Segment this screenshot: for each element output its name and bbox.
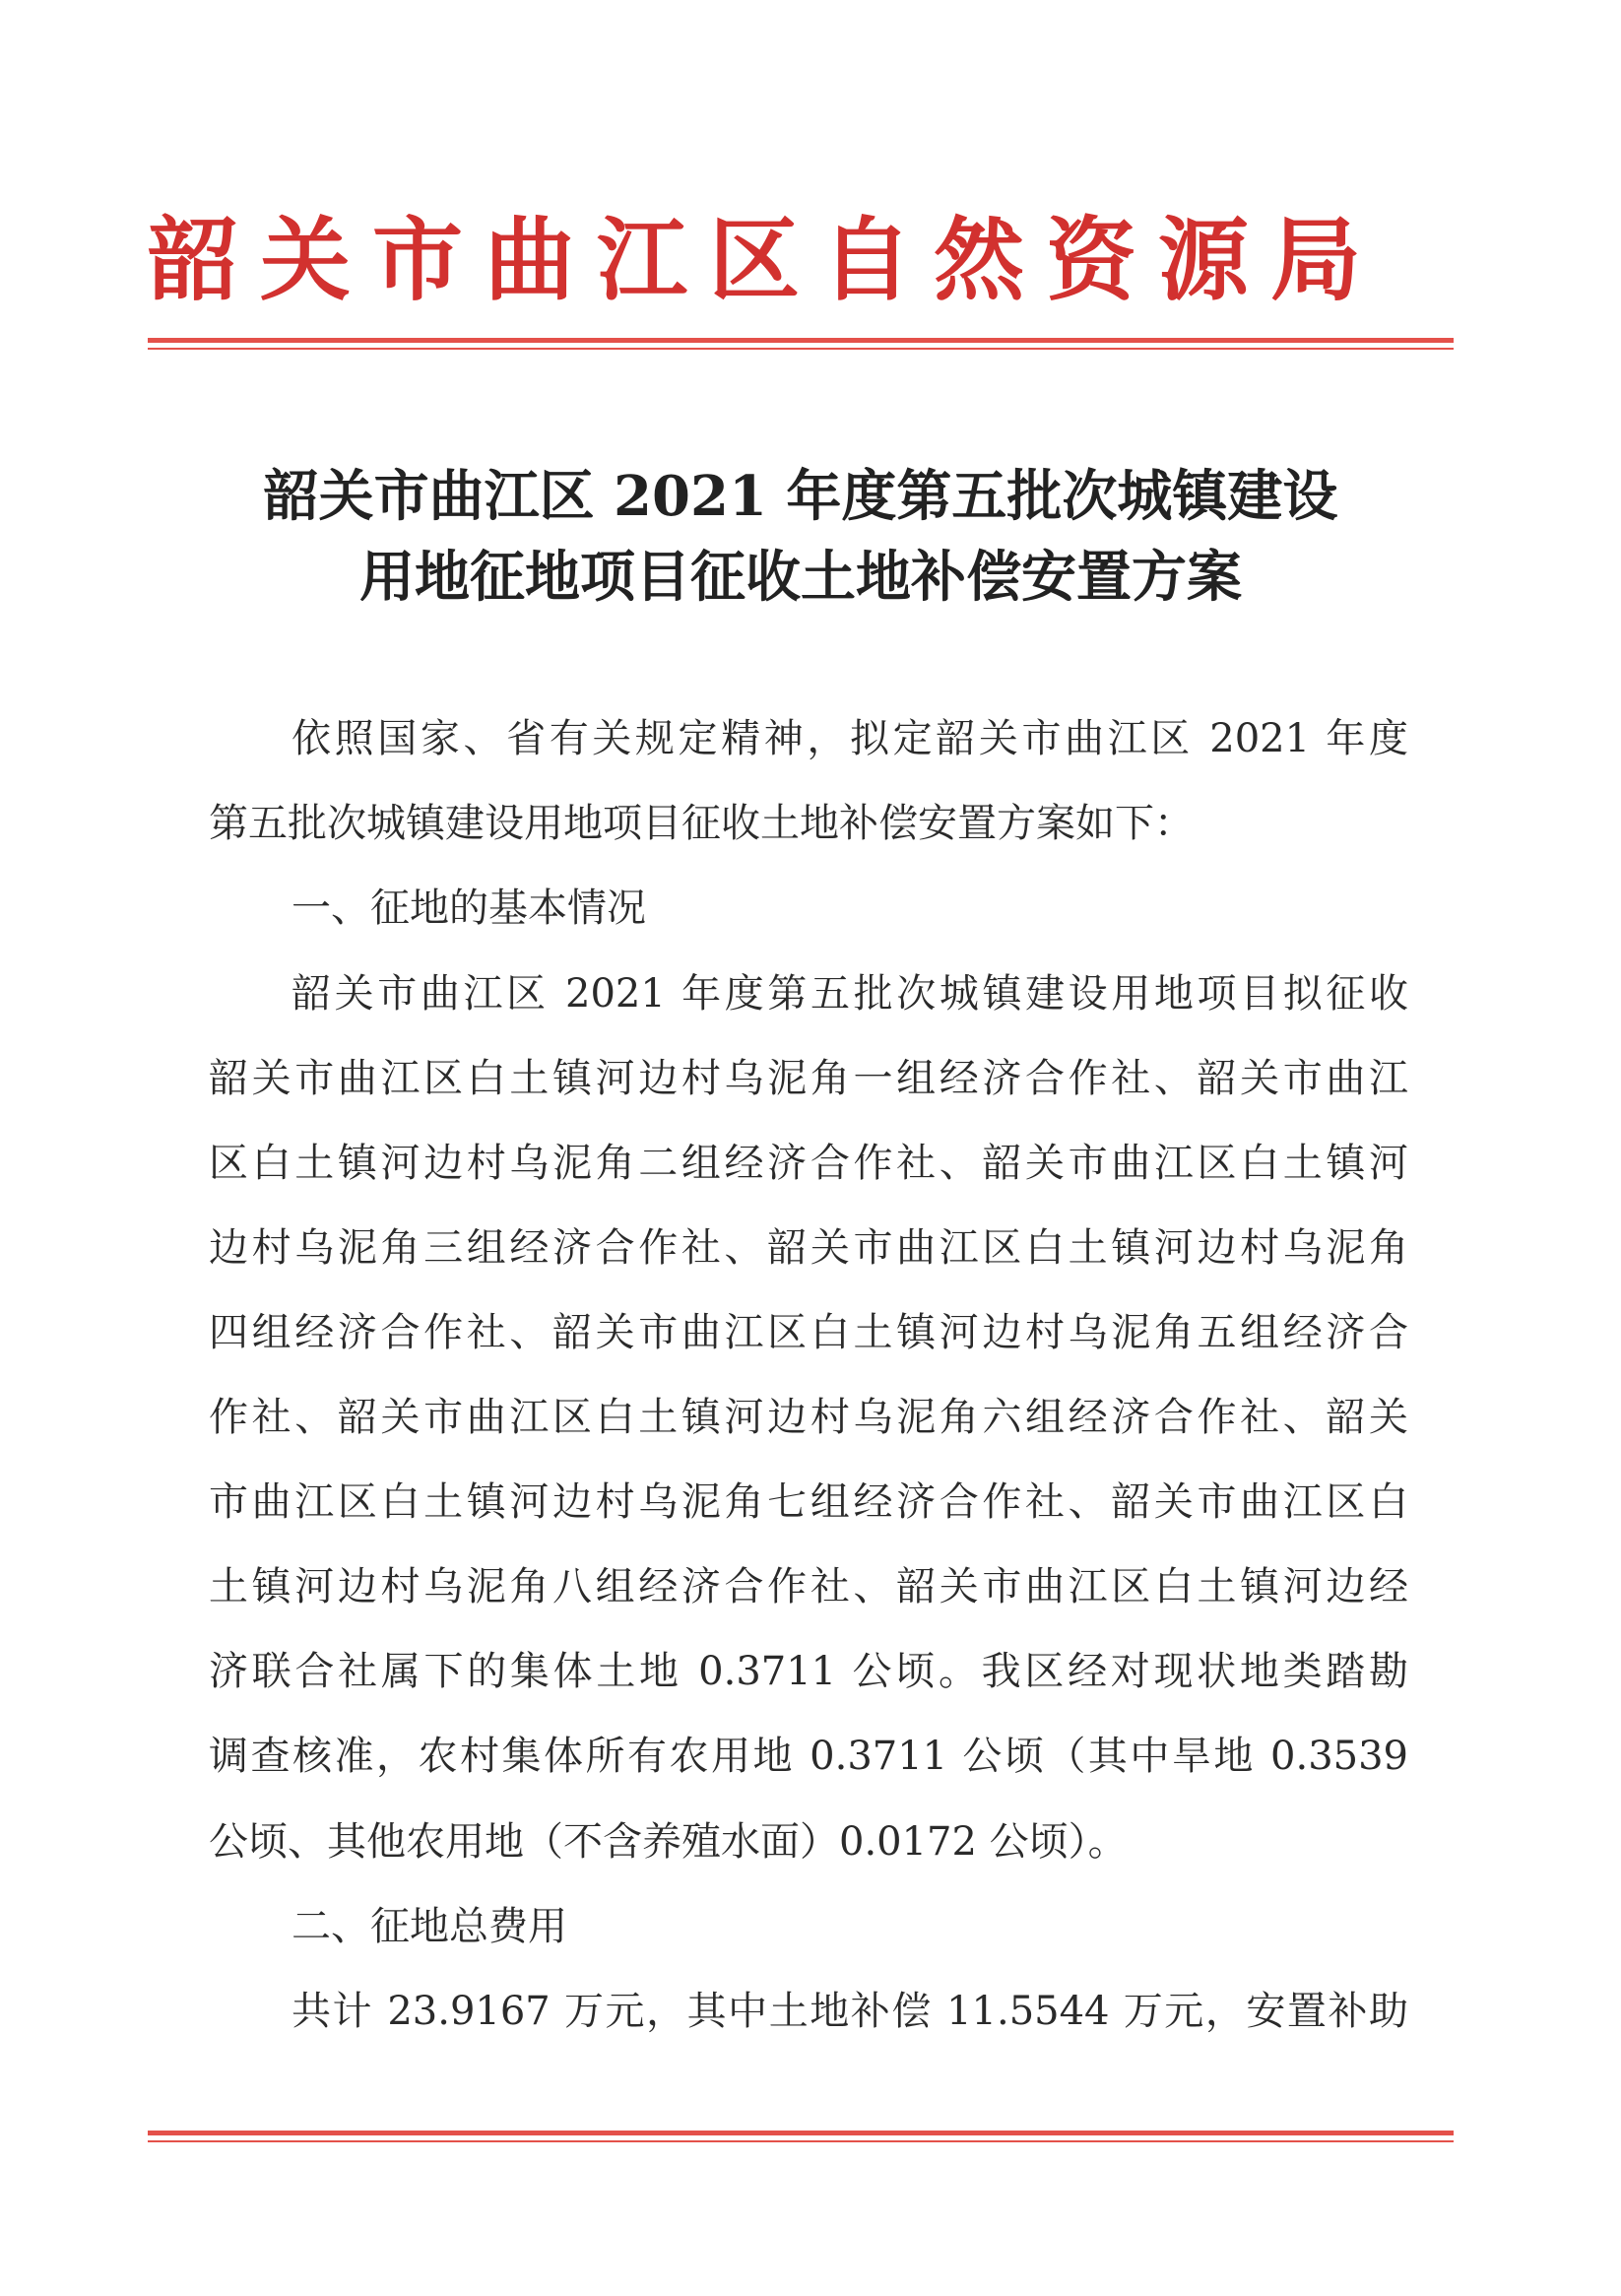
body-line: 济联合社属下的集体土地 0.3711 公顷。我区经对现状地类踏勘 xyxy=(209,1649,1408,1694)
body-line: 第五批次城镇建设用地项目征收土地补偿安置方案如下： xyxy=(209,801,1194,846)
body-line: 市曲江区白土镇河边村乌泥角七组经济合作社、韶关市曲江区白 xyxy=(209,1479,1408,1525)
body-line: 韶关市曲江区 2021 年度第五批次城镇建设用地项目拟征收 xyxy=(292,971,1408,1017)
body-line: 韶关市曲江区白土镇河边村乌泥角一组经济合作社、韶关市曲江 xyxy=(209,1056,1408,1101)
body-line: 四组经济合作社、韶关市曲江区白土镇河边村乌泥角五组经济合 xyxy=(209,1310,1408,1355)
letterhead-org-name: 韶关市曲江区自然资源局 xyxy=(148,208,1384,313)
body-line: 作社、韶关市曲江区白土镇河边村乌泥角六组经济合作社、韶关 xyxy=(209,1395,1408,1440)
letterhead-rule-thick xyxy=(148,338,1454,343)
footer-rule-thick xyxy=(148,2131,1454,2135)
document-title-line-1: 韶关市曲江区 2021 年度第五批次城镇建设 xyxy=(263,464,1338,529)
section-heading: 一、征地的基本情况 xyxy=(292,886,646,931)
section-heading: 二、征地总费用 xyxy=(292,1904,567,1949)
body-line: 调查核准，农村集体所有农用地 0.3711 公顷（其中旱地 0.3539 xyxy=(209,1734,1408,1779)
document-title-line-2: 用地征地项目征收土地补偿安置方案 xyxy=(359,545,1242,610)
letterhead-rule-thin xyxy=(148,348,1454,350)
body-line: 公顷、其他农用地（不含养殖水面）0.0172 公顷）。 xyxy=(209,1819,1128,1865)
body-line: 边村乌泥角三组经济合作社、韶关市曲江区白土镇河边村乌泥角 xyxy=(209,1225,1408,1271)
body-line: 土镇河边村乌泥角八组经济合作社、韶关市曲江区白土镇河边经 xyxy=(209,1564,1408,1609)
body-line: 区白土镇河边村乌泥角二组经济合作社、韶关市曲江区白土镇河 xyxy=(209,1141,1408,1186)
body-line: 依照国家、省有关规定精神，拟定韶关市曲江区 2021 年度 xyxy=(292,716,1408,761)
body-line: 共计 23.9167 万元，其中土地补偿 11.5544 万元，安置补助 xyxy=(292,1989,1408,2034)
footer-rule-thin xyxy=(148,2140,1454,2142)
